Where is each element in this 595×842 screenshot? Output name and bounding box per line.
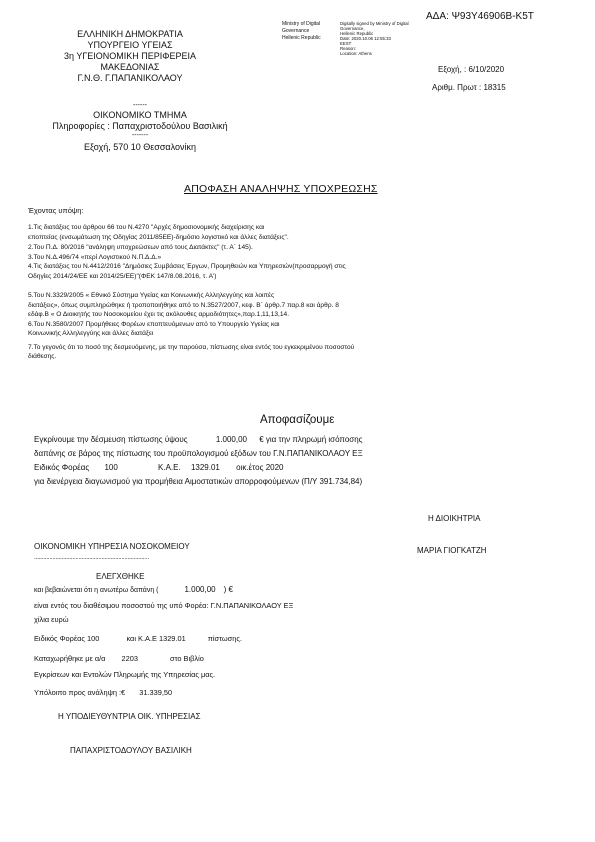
page-title: ΑΠΟΦΑΣΗ ΑΝΑΛΗΨΗΣ ΥΠΟΧΡΕΩΣΗΣ	[184, 183, 378, 195]
signature-left-line: Governance	[282, 28, 310, 34]
consideration-line: 1.Τις διατάξεις του άρθρου 66 του Ν.4270 "Αρχές δημοσιονομικής διαχείρισης και	[28, 224, 265, 231]
approve-amount: 1.000,00	[215, 435, 247, 444]
approve-text: Εγκρίνουμε την δέσμευση πίστωσης ύψους	[34, 435, 188, 444]
considerations-list	[28, 223, 354, 362]
consideration-line: 2.Του Π.Δ. 80/2016 "ανάληψη υποχρεώσεων από τους Διατάκτες" (τ. Α΄ 145).	[28, 244, 253, 251]
balance-value: 31.339,50	[139, 688, 173, 697]
consideration-line: Κοινωνικής Αλληλεγγύης και άλλες διατάξει	[28, 330, 154, 337]
consideration-line: διατάξεις», όπως συμπληρώθηκε ή τροποποιήθηκε από το Ν.3527/2007, κεφ. Β΄ άρθρ.7 παρ.8 και άρθρ. 8	[28, 301, 339, 309]
separator: -------	[131, 132, 149, 139]
finance-codes	[34, 634, 242, 643]
contact-info: Πληροφορίες : Παπαχριστοδούλου Βασιλική	[52, 121, 228, 131]
department-block	[40, 101, 240, 153]
recorded-label: Καταχωρήθηκε με α/α	[34, 654, 106, 663]
considering-heading: Έχοντας υπόψη:	[28, 206, 84, 215]
decision-expense: δαπάνης σε βάρος της πίστωσης του προϋπολογισμού εξόδων του Γ.Ν.ΠΑΠΑΝΙΚΟΛΑΟΥ ΕΞ	[34, 449, 363, 458]
signature-detail-line: Digitally signed by Ministry of Digital	[340, 21, 409, 26]
consideration-line: 7.Το γεγονός ότι το ποσό της δεσμευόμενης, με την παρούσα, πίστωσης είναι εντός του εγκεκριμένου ποσοστού	[28, 343, 355, 351]
decision-purpose: για διενέργεια διαγωνισμού για προμήθεια Αιμοστατικών απορροφούμενων (Π/Υ 391.734,84)	[34, 477, 363, 486]
consideration-item	[28, 223, 354, 242]
consideration-item	[28, 320, 354, 339]
kae-label: Κ.Α.Ε.	[158, 463, 181, 472]
consideration-line: εδάφ.Β « Ο Διοικητής του Νοσοκομείου έχει τις ακόλουθες αρμοδιότητες»,παρ.1,11,13,14.	[28, 311, 290, 318]
header-line: ΥΠΟΥΡΓΕΙΟ ΥΓΕΙΑΣ	[87, 40, 173, 50]
consideration-line: διάθεσης.	[28, 353, 57, 360]
finance-dots: ...........................................................................	[34, 554, 149, 561]
separator: ------	[133, 102, 147, 109]
certify-tail: ) €	[223, 585, 233, 594]
header-line: ΜΑΚΕΔΟΝΙΑΣ	[100, 62, 160, 72]
finance-kae: και Κ.Α.Ε 1329.01	[126, 634, 186, 643]
consideration-item	[28, 243, 354, 253]
consideration-line: Οδηγίες 2014/24/ΕΕ και 2014/25/ΕΕ)"(ΦΕΚ 147/8.08.2016, τ. Α')	[28, 272, 217, 280]
certify-amount: 1.000,00	[184, 585, 216, 594]
consideration-line: εποπτείας (ενσωμάτωση της Οδηγίας 2011/85ΕΕ)-δημόσιο λογιστικό και άλλες διατάξεις".	[28, 233, 289, 241]
digital-signature-label	[282, 21, 321, 42]
certify-line	[34, 585, 233, 594]
director-role: Η ΔΙΟΙΚΗΤΡΙΑ	[428, 514, 481, 523]
book-label: στο Βιβλίο	[170, 654, 204, 663]
consideration-line: 5.Του Ν.3329/2005 « Εθνικό Σύστημα Υγείας και Κοινωνικής Αλληλεγγύης και λοιπές	[28, 292, 275, 299]
balance-line	[34, 688, 172, 697]
finance-credit: πίστωσης.	[207, 634, 242, 643]
consideration-item	[28, 253, 354, 263]
approve-tail: € για την πληρωμή ισόποσης	[259, 435, 363, 444]
recorded-line	[34, 654, 204, 663]
kae-value: 1329.01	[190, 463, 220, 472]
decision-approve	[34, 435, 363, 444]
signature-detail-line: Date: 2020.10.06 12:55:33	[340, 36, 391, 41]
finance-service: ΟΙΚΟΝΟΜΙΚΗ ΥΠΗΡΕΣΙΑ ΝΟΣΟΚΟΜΕΙΟΥ	[34, 542, 190, 551]
subdirector-role: Η ΥΠΟΔΙΕΥΘΥΝΤΡΙΑ ΟΙΚ. ΥΠΗΡΕΣΙΑΣ	[58, 712, 201, 721]
signature-detail-line: Reason:	[340, 46, 357, 51]
checked-label: ΕΛΕΓΧΘΗΚΕ	[96, 572, 145, 581]
balance-label: Υπόλοιπο προς ανάληψη :€	[34, 688, 126, 697]
ada-number: ΑΔΑ: Ψ93Υ46906Β-Κ5Τ	[426, 11, 534, 22]
decision-heading: Αποφασίζουμε	[260, 414, 335, 426]
finance-special: Ειδικός Φορέας 100	[34, 634, 100, 643]
signature-detail-line: Governance,	[340, 26, 365, 31]
address: Εξοχή, 570 10 Θεσσαλονίκη	[83, 142, 196, 152]
header-line: Γ.Ν.Θ. Γ.ΠΑΠΑΝΙΚΟΛΑΟΥ	[77, 73, 183, 83]
document-date: Εξοχή, : 6/10/2020	[438, 65, 505, 74]
special-label: Ειδικός Φορέας	[34, 463, 90, 472]
consideration-item	[28, 262, 354, 281]
thousand-line: χίλια ευρώ	[34, 615, 69, 624]
consideration-item	[28, 291, 354, 320]
certify-text: και βεβαιώνεται ότι η ανωτέρω δαπάνη (	[34, 587, 159, 594]
signature-detail-line: EEST	[340, 41, 352, 46]
consideration-line: 6.Του Ν.3580/2007 Προμήθειες Φορέων εποπτευόμενων από το Υπουργείο Υγείας και	[28, 320, 280, 328]
issuer-header	[40, 29, 220, 84]
decision-codes	[34, 463, 284, 472]
recorded-number: 2203	[121, 654, 138, 663]
signature-detail-line: Location: Athens	[340, 51, 372, 56]
consideration-line: 3.Του Ν.Δ.496/74 «περί Λογιστικού Ν.Π.Δ.Δ.»	[28, 253, 162, 261]
fiscal-year: οικ.έτος 2020	[236, 463, 284, 472]
director-name: ΜΑΡΙΑ ΓΙΟΓΚΑΤΖΗ	[417, 546, 487, 555]
consideration-line: 4.Τις διατάξεις του Ν.4412/2016 "Δημόσιες Συμβάσεις Έργων, Προμηθειών και Υπηρεσιών(προσαρμογή στις	[28, 263, 346, 270]
special-value: 100	[104, 463, 118, 472]
department-name: ΟΙΚΟΝΟΜΙΚΟ ΤΜΗΜΑ	[93, 110, 187, 120]
consideration-item	[28, 343, 354, 362]
subdirector-name: ΠΑΠΑΧΡΙΣΤΟΔΟΥΛΟΥ ΒΑΣΙΛΙΚΗ	[70, 746, 192, 755]
approvals-line: Εγκρίσεων και Εντολών Πληρωμής της Υπηρεσίας μας.	[34, 670, 216, 679]
header-line: ΕΛΛΗΝΙΚΗ ΔΗΜΟΚΡΑΤΙΑ	[77, 29, 183, 39]
within-line: είναι εντός του διαθέσιμου ποσοστού της υπό Φορέα: Γ.Ν.ΠΑΠΑΝΙΚΟΛΑΟΥ ΕΞ	[34, 601, 294, 610]
signature-detail-line: Hellenic Republic	[340, 31, 374, 36]
protocol-number: Αριθμ. Πρωτ : 18315	[432, 83, 506, 92]
digital-signature-details	[340, 21, 409, 56]
signature-left-line: Hellenic Republic	[282, 35, 321, 41]
signature-left-line: Ministry of Digital	[282, 21, 321, 27]
header-line: 3η ΥΓΕΙΟΝΟΜΙΚΗ ΠΕΡΙΦΕΡΕΙΑ	[63, 51, 196, 61]
